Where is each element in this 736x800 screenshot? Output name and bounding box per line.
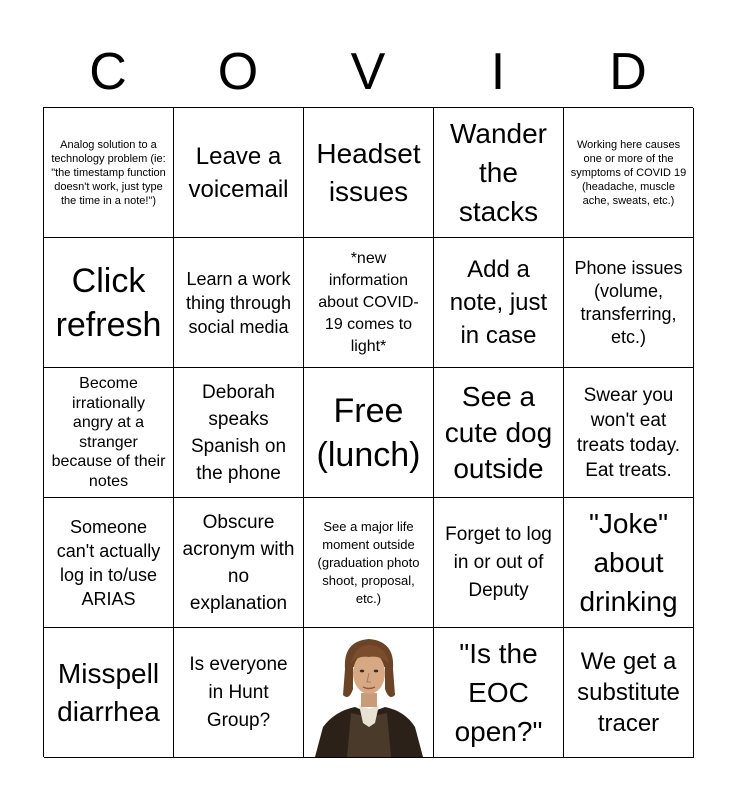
- bingo-header: [43, 40, 693, 104]
- cell-text: Analog solution to a technology problem (ie: "the timestamp function doesn't work, just type the time in a note!"): [51, 138, 166, 207]
- header-letter-c: C: [89, 43, 127, 101]
- bingo-cell[interactable]: [44, 628, 174, 758]
- bingo-cell[interactable]: [304, 498, 434, 628]
- bingo-cell[interactable]: [174, 238, 304, 368]
- cell-text: Leave a voicemail: [188, 142, 289, 203]
- bingo-cell[interactable]: [434, 498, 564, 628]
- free-space-cell[interactable]: [304, 368, 434, 498]
- bingo-cell[interactable]: [174, 498, 304, 628]
- bingo-cell[interactable]: [304, 238, 434, 368]
- man-portrait-image: [305, 629, 433, 757]
- cell-text: Free (lunch): [316, 391, 421, 474]
- cell-text: Learn a work thing through social media: [185, 268, 292, 337]
- header-letter-o: O: [217, 43, 259, 101]
- cell-text: Wander the stacks: [449, 118, 547, 227]
- bingo-cell[interactable]: [564, 498, 694, 628]
- bingo-cell[interactable]: [564, 238, 694, 368]
- bingo-cell[interactable]: [44, 108, 174, 238]
- bingo-cell[interactable]: [174, 108, 304, 238]
- cell-text: Phone issues (volume, transferring, etc.): [574, 257, 683, 347]
- cell-text: Add a note, just in case: [449, 256, 548, 349]
- bingo-grid: [43, 107, 693, 757]
- bingo-cell[interactable]: [434, 628, 564, 758]
- cell-text: Misspell diarrhea: [57, 657, 160, 727]
- cell-text: We get a substitute tracer: [577, 648, 680, 737]
- cell-text: "Joke" about drinking: [579, 508, 678, 617]
- bingo-cell[interactable]: [434, 368, 564, 498]
- cell-text: *new information about COVID-19 comes to light*: [318, 249, 419, 355]
- cell-text: Click refresh: [55, 261, 162, 344]
- bingo-cell[interactable]: [564, 108, 694, 238]
- bingo-cell[interactable]: [434, 108, 564, 238]
- header-letter-v: V: [350, 43, 386, 101]
- cell-text: See a major life moment outside (graduation photo shoot, proposal, etc.): [317, 518, 420, 606]
- bingo-cell[interactable]: [304, 108, 434, 238]
- portrait-cell[interactable]: [304, 628, 434, 758]
- cell-text: "Is the EOC open?": [454, 638, 543, 747]
- cell-text: Headset issues: [316, 137, 421, 207]
- bingo-cell[interactable]: [44, 368, 174, 498]
- cell-text: Is everyone in Hunt Group?: [189, 653, 288, 731]
- cell-text: Obscure acronym with no explanation: [182, 511, 295, 614]
- bingo-cell[interactable]: [174, 628, 304, 758]
- bingo-cell[interactable]: [44, 498, 174, 628]
- cell-text: Forget to log in or out of Deputy: [445, 523, 552, 601]
- cell-text: Someone can't actually log in to/use ARIAS: [56, 516, 161, 609]
- cell-text: Swear you won't eat treats today. Eat treats.: [576, 384, 681, 481]
- bingo-cell[interactable]: [564, 628, 694, 758]
- cell-text: See a cute dog outside: [444, 380, 553, 484]
- bingo-cell[interactable]: [564, 368, 694, 498]
- header-letter-d: D: [609, 43, 647, 101]
- cell-text: Working here causes one or more of the symptoms of COVID 19 (headache, muscle ache, sweats, etc.): [570, 138, 687, 207]
- header-letter-i: I: [490, 43, 506, 101]
- bingo-cell[interactable]: [434, 238, 564, 368]
- cell-text: Deborah speaks Spanish on the phone: [190, 381, 287, 484]
- bingo-cell[interactable]: [174, 368, 304, 498]
- bingo-cell[interactable]: [44, 238, 174, 368]
- cell-text: Become irrationally angry at a stranger because of their notes: [51, 375, 166, 490]
